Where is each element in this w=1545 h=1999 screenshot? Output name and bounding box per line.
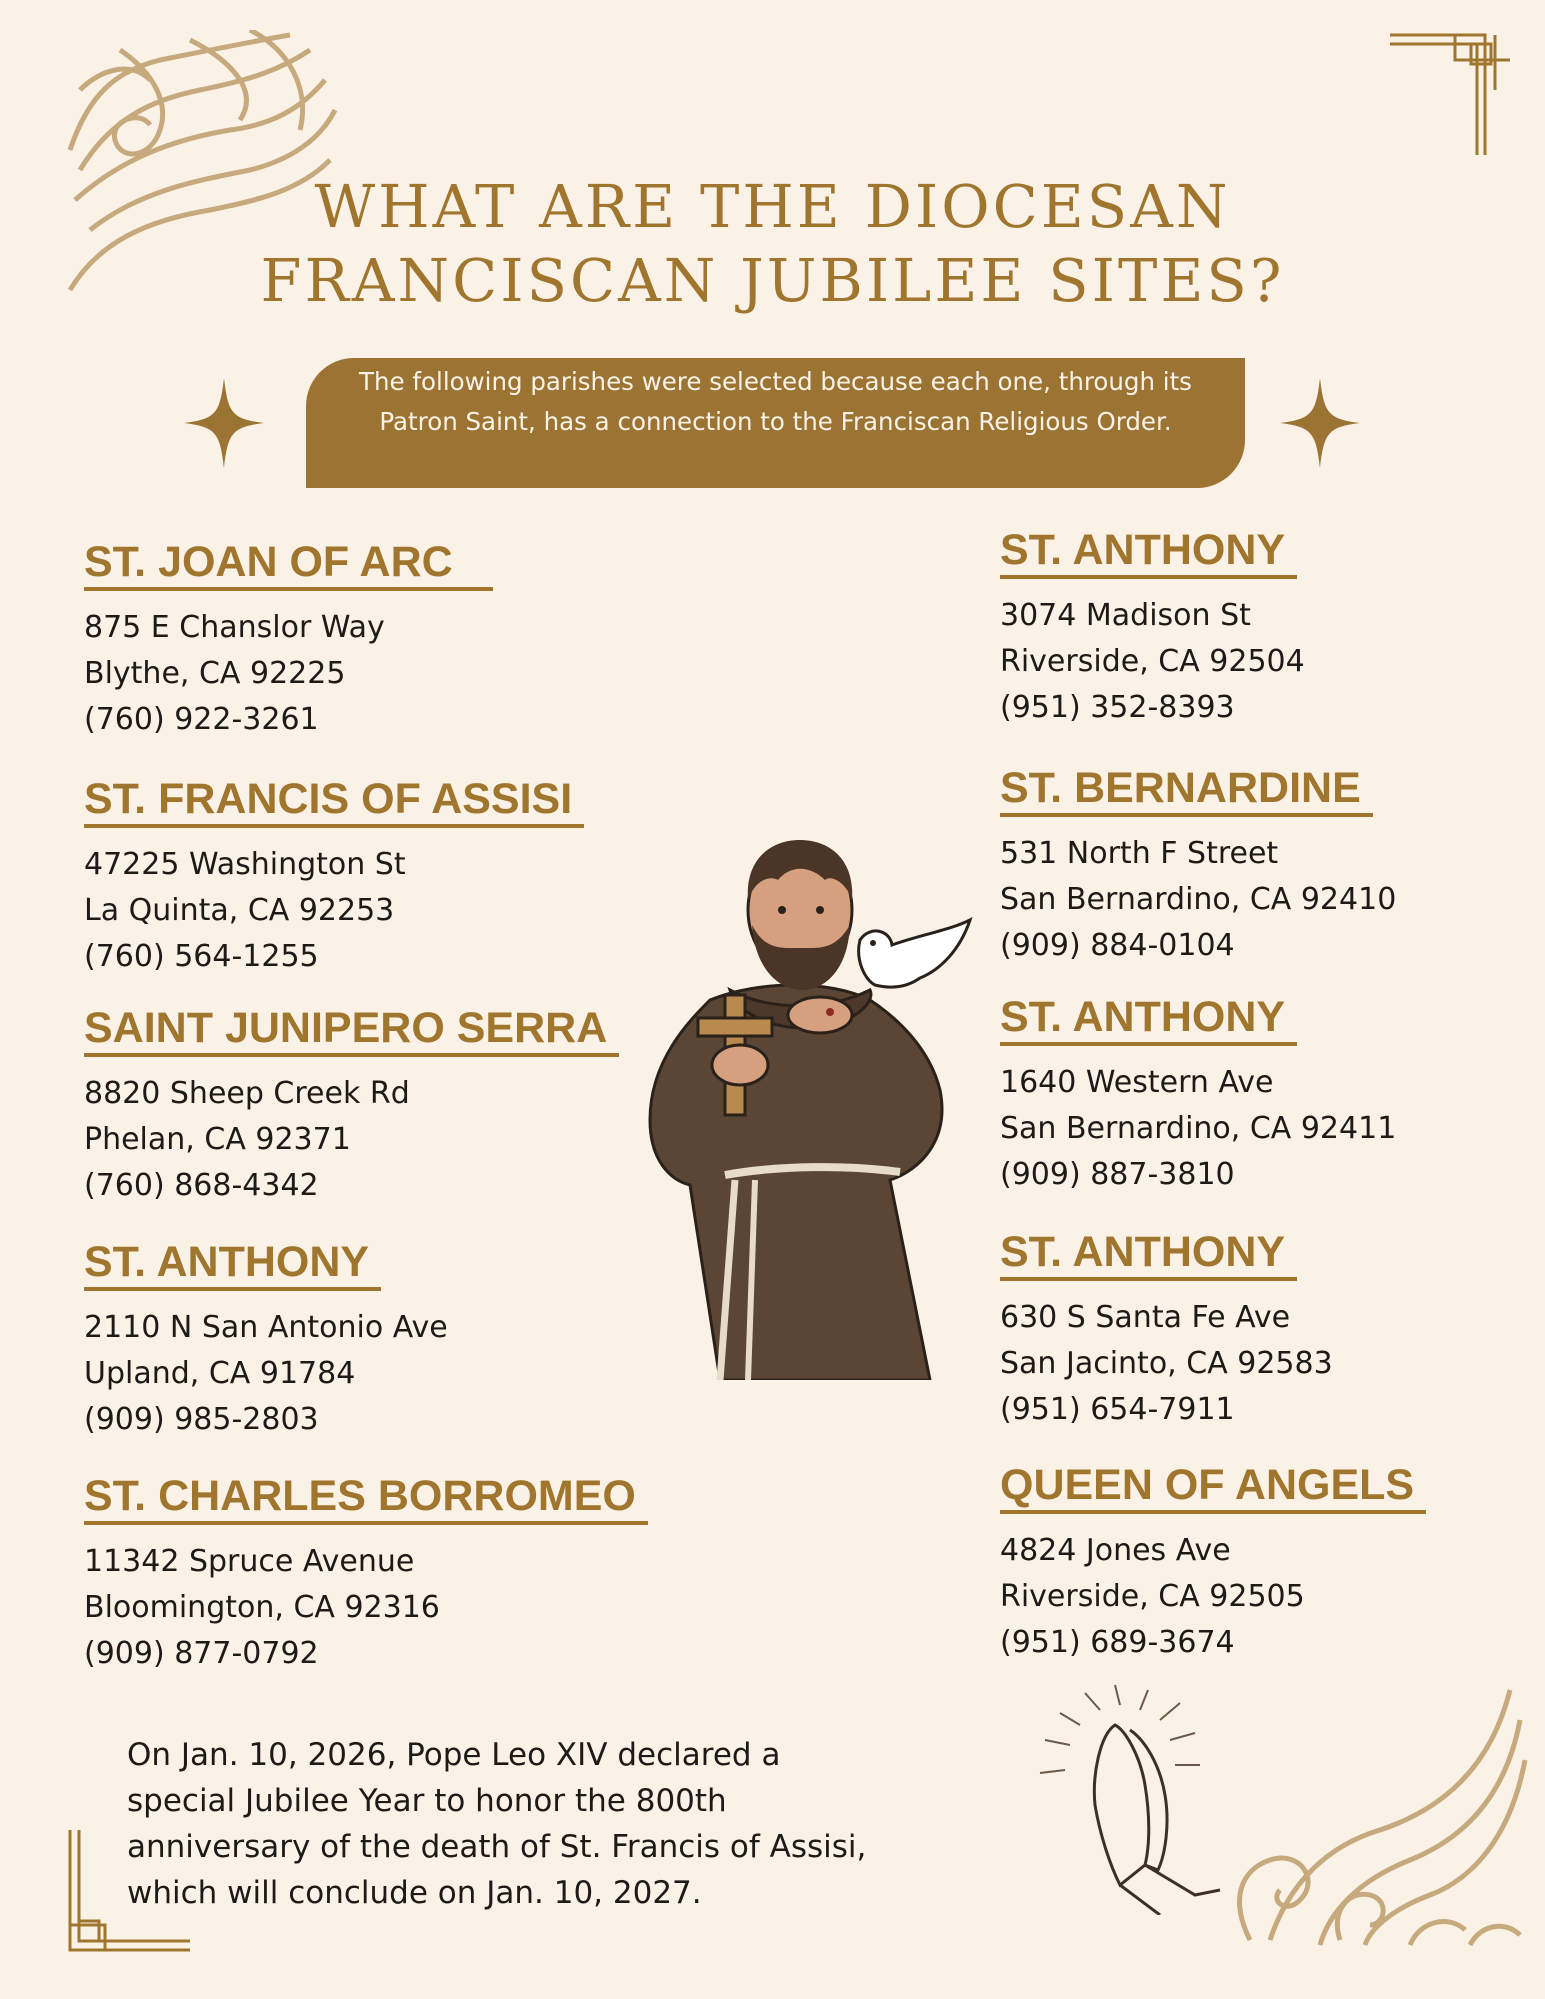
- site-phone: (951) 654-7911: [1000, 1392, 1235, 1427]
- site-st-anthony-san-jacinto: [1000, 1227, 1333, 1433]
- site-name: ST. ANTHONY: [1000, 525, 1297, 579]
- sparkle-icon-right: [1280, 378, 1360, 468]
- site-city: Blythe, CA 92225: [84, 656, 346, 691]
- site-st-bernardine: [1000, 763, 1396, 969]
- site-address: 47225 Washington St: [84, 847, 406, 882]
- site-st-joan-of-arc: [84, 537, 493, 743]
- site-city: Riverside, CA 92505: [1000, 1579, 1305, 1614]
- footnote-text: On Jan. 10, 2026, Pope Leo XIV declared a special Jubilee Year to honor the 800th anniversary of the death of St. Francis of Assisi, which will conclude on Jan. 10, 2027.: [127, 1737, 867, 1911]
- site-st-francis-of-assisi: [84, 774, 584, 980]
- site-phone: (760) 922-3261: [84, 702, 319, 737]
- sparkle-icon-left: [184, 378, 264, 468]
- site-saint-junipero-serra: [84, 1003, 619, 1209]
- site-st-anthony-upland: [84, 1237, 448, 1443]
- site-city: La Quinta, CA 92253: [84, 893, 395, 928]
- site-city: Riverside, CA 92504: [1000, 644, 1305, 679]
- site-address: 2110 N San Antonio Ave: [84, 1310, 448, 1345]
- title-line-1: WHAT ARE THE DIOCESAN: [314, 172, 1231, 241]
- site-city: San Jacinto, CA 92583: [1000, 1346, 1333, 1381]
- site-address: 11342 Spruce Avenue: [84, 1544, 415, 1579]
- site-st-anthony-riverside: [1000, 525, 1305, 731]
- site-phone: (760) 868-4342: [84, 1168, 319, 1203]
- site-address: 531 North F Street: [1000, 836, 1279, 871]
- site-name: ST. ANTHONY: [1000, 992, 1297, 1046]
- page-title: [0, 170, 1545, 318]
- site-phone: (760) 564-1255: [84, 939, 319, 974]
- praying-hands-icon: [1020, 1685, 1250, 1915]
- intro-banner: [306, 358, 1245, 488]
- site-name: QUEEN OF ANGELS: [1000, 1460, 1426, 1514]
- site-city: Upland, CA 91784: [84, 1356, 356, 1391]
- corner-frame-ornament-top-right: [1385, 30, 1515, 160]
- site-address: 1640 Western Ave: [1000, 1065, 1274, 1100]
- site-city: Bloomington, CA 92316: [84, 1590, 440, 1625]
- site-city: San Bernardino, CA 92411: [1000, 1111, 1397, 1146]
- site-address: 3074 Madison St: [1000, 598, 1251, 633]
- site-phone: (909) 884-0104: [1000, 928, 1235, 963]
- site-phone: (951) 352-8393: [1000, 690, 1235, 725]
- site-phone: (909) 877-0792: [84, 1636, 319, 1671]
- site-address: 4824 Jones Ave: [1000, 1533, 1231, 1568]
- site-name: ST. BERNARDINE: [1000, 763, 1373, 817]
- site-name: SAINT JUNIPERO SERRA: [84, 1003, 619, 1057]
- site-address: 875 E Chanslor Way: [84, 610, 385, 645]
- st-francis-illustration: [630, 820, 990, 1380]
- jubilee-footnote: [127, 1732, 867, 1916]
- site-name: ST. FRANCIS OF ASSISI: [84, 774, 584, 828]
- site-city: San Bernardino, CA 92410: [1000, 882, 1397, 917]
- site-st-charles-borromeo: [84, 1471, 648, 1677]
- intro-text: The following parishes were selected because each one, through its Patron Saint, has a connection to the Franciscan Religious Order.: [359, 367, 1192, 436]
- site-city: Phelan, CA 92371: [84, 1122, 351, 1157]
- site-name: ST. ANTHONY: [84, 1237, 381, 1291]
- site-name: ST. JOAN OF ARC: [84, 537, 493, 591]
- site-phone: (951) 689-3674: [1000, 1625, 1235, 1660]
- site-queen-of-angels: [1000, 1460, 1426, 1666]
- swirl-ornament-bottom-right: [1210, 1680, 1530, 1950]
- site-address: 630 S Santa Fe Ave: [1000, 1300, 1291, 1335]
- site-address: 8820 Sheep Creek Rd: [84, 1076, 410, 1111]
- site-name: ST. ANTHONY: [1000, 1227, 1297, 1281]
- site-phone: (909) 985-2803: [84, 1402, 319, 1437]
- title-line-2: FRANCISCAN JUBILEE SITES?: [260, 246, 1285, 315]
- site-st-anthony-san-bernardino: [1000, 992, 1396, 1198]
- site-phone: (909) 887-3810: [1000, 1157, 1235, 1192]
- site-name: ST. CHARLES BORROMEO: [84, 1471, 648, 1525]
